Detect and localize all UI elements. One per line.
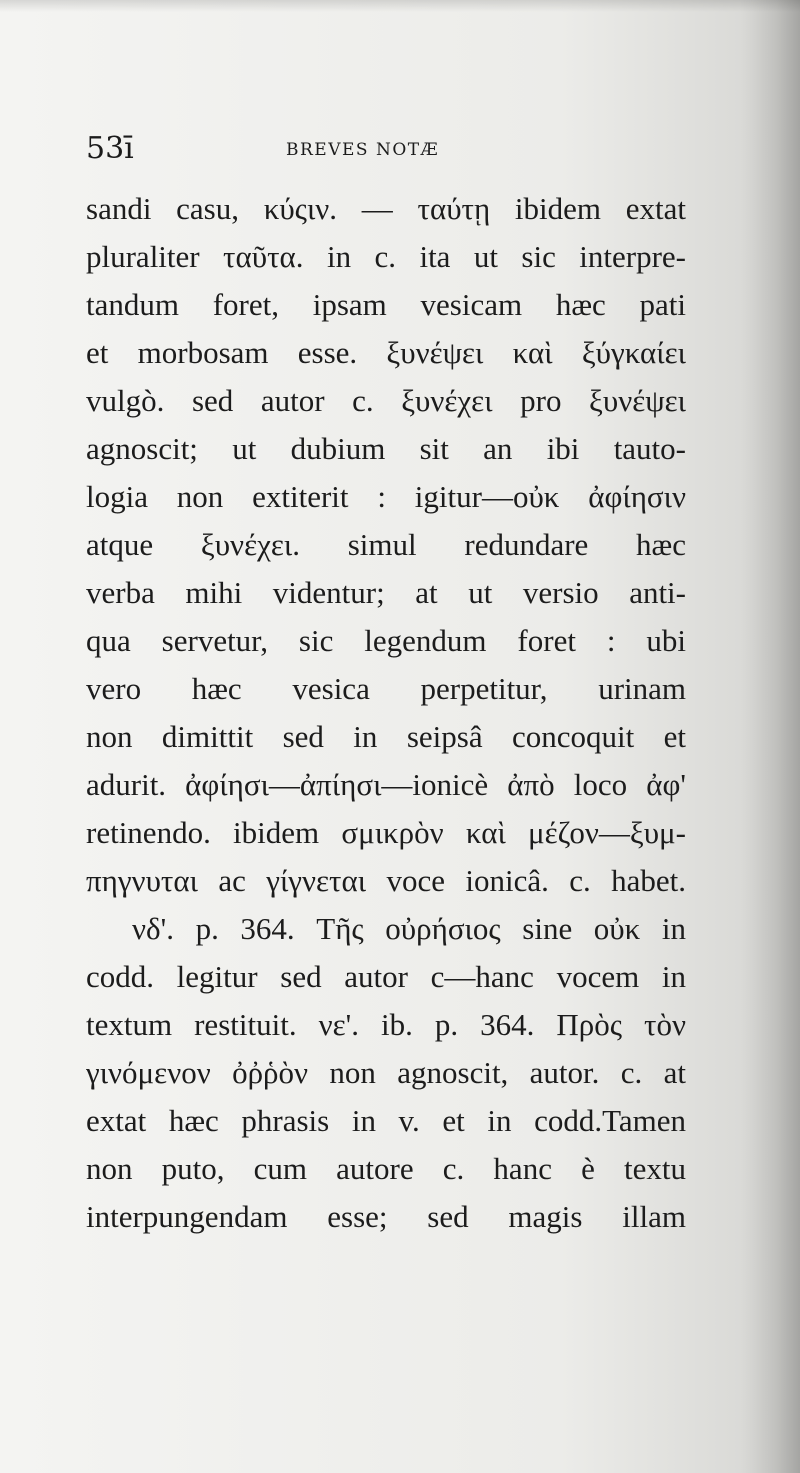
text-line: codd. legitur sed autor c—hanc vocem in xyxy=(86,959,686,994)
text-line: verba mihi videntur; at ut versio anti- xyxy=(86,575,686,610)
text-line: νδ'. p. 364. Τῆς οὐρήσιος sine οὐκ in xyxy=(132,911,686,946)
text-line: atque ξυνέχει. simul redundare hæc xyxy=(86,527,686,562)
text-line: vulgò. sed autor c. ξυνέχει pro ξυνέψει xyxy=(86,383,686,418)
body-text xyxy=(86,185,686,1241)
text-line: non puto, cum autore c. hanc è textu xyxy=(86,1151,686,1186)
page-top-shadow xyxy=(0,0,800,12)
text-line: sandi casu, κύςιν. — ταύτῃ ibidem extat xyxy=(86,191,686,226)
text-line: vero hæc vesica perpetitur, urinam xyxy=(86,671,686,706)
text-line: retinendo. ibidem σμικρὸν καὶ μέζον—ξυμ- xyxy=(86,815,686,850)
text-line: πηγνυται ac γίγνεται voce ionicâ. c. habet. xyxy=(86,863,686,898)
text-line: non dimittit sed in seipsâ concoquit et xyxy=(86,719,686,754)
text-line: agnoscit; ut dubium sit an ibi tauto- xyxy=(86,431,686,466)
text-line: logia non extiterit : igitur—οὐκ ἀφίησιν xyxy=(86,479,686,514)
text-line: pluraliter ταῦτα. in c. ita ut sic interpre- xyxy=(86,239,686,274)
running-title: BREVES NOTÆ xyxy=(286,140,440,160)
text-line: extat hæc phrasis in v. et in codd.Tamen xyxy=(86,1103,686,1138)
text-line: interpungendam esse; sed magis illam xyxy=(86,1199,686,1234)
text-line: qua servetur, sic legendum foret : ubi xyxy=(86,623,686,658)
page-gutter-shadow xyxy=(740,0,800,1473)
text-line: γινόμενον ὀῤῥὸν non agnoscit, autor. c. at xyxy=(86,1055,686,1090)
text-line: et morbosam esse. ξυνέψει καὶ ξύγκαίει xyxy=(86,335,686,370)
text-line: tandum foret, ipsam vesicam hæc pati xyxy=(86,287,686,322)
text-line: adurit. ἀφίησι—ἀπίησι—ionicè ἀπὸ loco ἀφ' xyxy=(86,767,686,802)
page-number: 53ī xyxy=(86,131,134,166)
text-line: textum restituit. νε'. ib. p. 364. Πρὸς τὸν xyxy=(86,1007,686,1042)
